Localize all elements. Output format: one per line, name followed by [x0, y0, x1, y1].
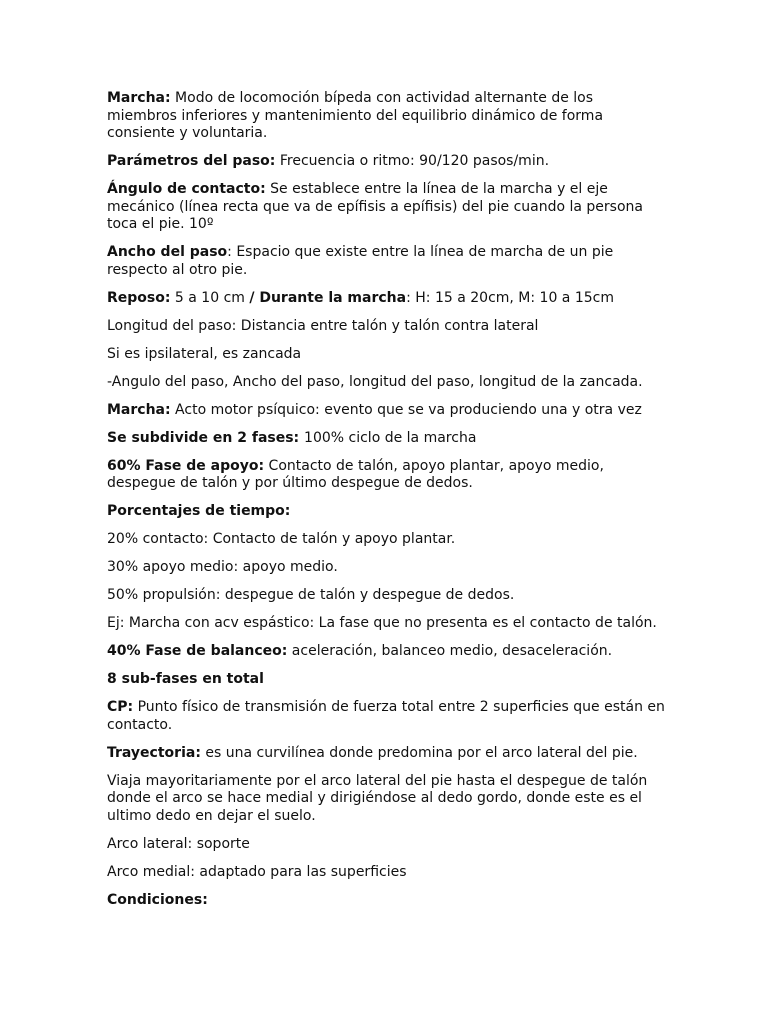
body-text: Frecuencia o ritmo: 90/120 pasos/min. — [275, 153, 550, 169]
body-text: Arco medial: adaptado para las superficies — [107, 863, 407, 880]
bold-text: Porcentajes de tiempo: — [107, 503, 291, 519]
paragraph — [107, 458, 667, 493]
paragraph — [107, 244, 667, 279]
paragraph — [107, 402, 667, 420]
body-text: : Espacio que existe entre la línea de marcha de un pie respecto al otro pie. — [107, 244, 614, 278]
paragraph — [107, 181, 667, 234]
body-text: es una curvilínea donde predomina por el arco lateral del pie. — [200, 744, 638, 761]
paragraph — [107, 90, 667, 143]
bold-text: 40% Fase de balanceo: — [107, 643, 288, 659]
body-text: Contacto de talón, apoyo plantar, apoyo medio, despegue de talón y por último despegue de dedos. — [107, 457, 604, 491]
paragraph — [107, 699, 667, 734]
bold-text: CP: — [107, 699, 134, 715]
paragraph — [107, 745, 667, 763]
body-text: Longitud del paso: Distancia entre talón y talón contra lateral — [107, 317, 539, 334]
bold-text: Ancho del paso — [107, 244, 228, 260]
bold-text: Ángulo de contacto: — [107, 181, 266, 197]
body-text: 30% apoyo medio: apoyo medio. — [107, 559, 338, 575]
body-text: -Angulo del paso, Ancho del paso, longitud del paso, longitud de la zancada. — [107, 373, 643, 390]
paragraph — [107, 892, 667, 910]
body-text: Viaja mayoritariamente por el arco lateral del pie hasta el despegue de talón donde el arco se hace medial y dirigiéndose al dedo gordo, donde este es el ultimo dedo en dejar el suelo. — [107, 772, 648, 824]
body-text: Modo de locomoción bípeda con actividad alternante de los miembros inferiores y mantenimiento del equilibrio dinámico de forma consiente y voluntaria. — [107, 90, 604, 141]
body-text: 50% propulsión: despegue de talón y despegue de dedos. — [107, 587, 515, 603]
body-text: aceleración, balanceo medio, desaceleración. — [287, 643, 613, 659]
paragraph — [107, 643, 667, 661]
paragraph — [107, 430, 667, 448]
paragraph — [107, 374, 667, 392]
paragraph — [107, 864, 667, 882]
body-text: Arco lateral: soporte — [107, 835, 250, 852]
paragraph — [107, 587, 667, 605]
body-text: 20% contacto: Contacto de talón y apoyo plantar. — [107, 531, 456, 547]
body-text: : H: 15 a 20cm, M: 10 a 15cm — [406, 289, 614, 306]
bold-text: Se subdivide en 2 fases: — [107, 429, 305, 446]
paragraph — [107, 559, 667, 577]
body-text: Se establece entre la línea de la marcha y el eje mecánico (línea recta que va de epífisis a epífisis) del pie cuando la persona toca el pie. 10º — [107, 181, 643, 232]
bold-text: Condiciones: — [107, 891, 208, 908]
bold-text: Reposo: — [107, 289, 171, 306]
body-text: Acto motor psíquico: evento que se va produciendo una y otra vez — [170, 401, 642, 418]
bold-text: Parámetros del paso: — [107, 153, 276, 169]
paragraph — [107, 503, 667, 521]
bold-text: Marcha: — [107, 90, 171, 106]
paragraph — [107, 531, 667, 549]
bold-text: 8 sub-fases en total — [107, 671, 264, 687]
paragraph — [107, 773, 667, 826]
paragraph — [107, 153, 667, 171]
paragraph — [107, 346, 667, 364]
body-text: 100% ciclo de la marcha — [304, 429, 477, 446]
paragraph — [107, 671, 667, 689]
body-text: Si es ipsilateral, es zancada — [107, 345, 302, 362]
bold-text: / Durante la marcha — [249, 289, 407, 306]
paragraph — [107, 318, 667, 336]
document-page — [107, 90, 667, 920]
bold-text: 60% Fase de apoyo: — [107, 457, 265, 474]
body-text: Punto físico de transmisión de fuerza total entre 2 superficies que están en contacto. — [107, 699, 665, 733]
paragraph — [107, 290, 667, 308]
paragraph — [107, 836, 667, 854]
body-text: Ej: Marcha con acv espástico: La fase que no presenta es el contacto de talón. — [107, 615, 657, 631]
paragraph — [107, 615, 667, 633]
body-text: 5 a 10 cm — [170, 289, 250, 306]
bold-text: Marcha: — [107, 401, 171, 418]
bold-text: Trayectoria: — [107, 744, 201, 761]
